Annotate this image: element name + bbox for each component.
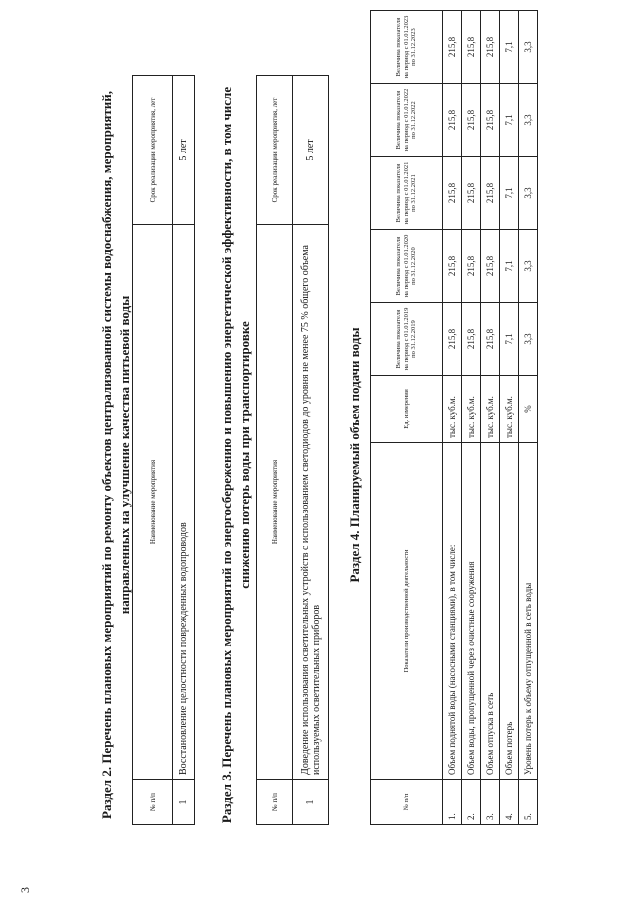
s4-row5-num: 5. (519, 780, 538, 825)
s4-row2-indicator: Объем воды, пропущенной через очистные сооружения (462, 443, 481, 780)
s4-row4-num: 4. (500, 780, 519, 825)
s4-row5-2020: 3,3 (519, 230, 538, 303)
table-row (519, 11, 538, 825)
table-row (481, 11, 500, 825)
s4-row4-2021: 7,1 (500, 157, 519, 230)
s3-row1-num: 1 (293, 780, 329, 825)
s4-row4-indicator: Объем потерь (500, 443, 519, 780)
s4-row3-2021: 215,8 (481, 157, 500, 230)
s2-header-name: Наименование мероприятия (133, 225, 173, 780)
s4-row5-2021: 3,3 (519, 157, 538, 230)
s4-row4-2022: 7,1 (500, 84, 519, 157)
s4-row5-indicator: Уровень потерь к объему отпущенной в сеть воды (519, 443, 538, 780)
s4-row1-2021: 215,8 (443, 157, 462, 230)
s4-row3-2023: 215,8 (481, 11, 500, 84)
table-row (462, 11, 481, 825)
s4-row1-indicator: Объем поднятой воды (насосными станциями), в том числе: (443, 443, 462, 780)
s4-row3-2020: 215,8 (481, 230, 500, 303)
s3-header-term: Срок реализации мероприятия, лет (257, 76, 293, 225)
s4-row3-2022: 215,8 (481, 84, 500, 157)
s4-row4-2023: 7,1 (500, 11, 519, 84)
s4-row1-2019: 215,8 (443, 303, 462, 376)
s2-row1-term: 5 лет (173, 76, 195, 225)
s4-header-2019: Величина показателя на период с 01.01.2019 по 31.12.2019 (371, 303, 443, 376)
s4-row2-2019: 215,8 (462, 303, 481, 376)
s4-row1-2023: 215,8 (443, 11, 462, 84)
s3-row1-name: Доведение использования осветительных устройств с использованием светодиодов до уровня не менее 75 % общего объема используемых осветительных приборов (293, 225, 329, 780)
s4-row1-2022: 215,8 (443, 84, 462, 157)
s4-header-unit: Ед. измерения (371, 376, 443, 443)
page-number: 3 (18, 887, 32, 893)
section2-title: Раздел 2. Перечень плановых мероприятий по ремонту объектов централизованной системы водоснабжения, мероприятий, направленных на улучшение качества питьевой воды (99, 91, 132, 819)
s4-row5-unit: % (519, 376, 538, 443)
s2-row1-num: 1 (173, 780, 195, 825)
s4-row1-num: 1. (443, 780, 462, 825)
s3-header-num: № п/п (257, 780, 293, 825)
s4-row1-2020: 215,8 (443, 230, 462, 303)
s4-header-indicator: Показатели производственной деятельности (371, 443, 443, 780)
s4-row2-2023: 215,8 (462, 11, 481, 84)
section3-title: Раздел 3. Перечень плановых мероприятий по энергосбережению и повышению энергетической эффективности, в том числе снижению потерь воды при транспортировке (219, 86, 252, 824)
s4-row4-unit: тыс. куб.м. (500, 376, 519, 443)
s2-header-term: Срок реализации мероприятия, лет (133, 76, 173, 225)
s4-row4-2019: 7,1 (500, 303, 519, 376)
s3-row1-term: 5 лет (293, 76, 329, 225)
s4-row5-2022: 3,3 (519, 84, 538, 157)
section4-table (370, 10, 538, 825)
table-row (443, 11, 462, 825)
s4-row5-2019: 3,3 (519, 303, 538, 376)
s4-row5-2023: 3,3 (519, 11, 538, 84)
s4-row2-2020: 215,8 (462, 230, 481, 303)
s3-header-name: Наименование мероприятия (257, 225, 293, 780)
s4-row2-2022: 215,8 (462, 84, 481, 157)
s4-header-2022: Величина показателя на период с 01.01.2022 по 31.12.2022 (371, 84, 443, 157)
s4-header-2021: Величина показателя на период с 01.01.2021 по 31.12.2021 (371, 157, 443, 230)
s4-row2-2021: 215,8 (462, 157, 481, 230)
table-row (173, 76, 195, 825)
s4-row2-unit: тыс. куб.м. (462, 376, 481, 443)
section3-table (256, 75, 329, 825)
table-row (293, 76, 329, 825)
s4-row3-num: 3. (481, 780, 500, 825)
s4-header-2020: Величина показателя на период с 01.01.2020 по 31.12.2020 (371, 230, 443, 303)
s4-row3-indicator: Объем отпуска в сеть (481, 443, 500, 780)
s4-row4-2020: 7,1 (500, 230, 519, 303)
s4-row2-num: 2. (462, 780, 481, 825)
s4-row3-unit: тыс. куб.м. (481, 376, 500, 443)
section4-title: Раздел 4. Планируемый объем подачи воды (347, 327, 362, 583)
s4-row3-2019: 215,8 (481, 303, 500, 376)
table-row (500, 11, 519, 825)
s4-header-num: № п/п (371, 780, 443, 825)
s4-row1-unit: тыс. куб.м. (443, 376, 462, 443)
s2-header-num: № п/п (133, 780, 173, 825)
s4-header-2023: Величина показателя на период с 01.01.2023 по 31.12.2023 (371, 11, 443, 84)
section2-table (132, 75, 195, 825)
s2-row1-name: Восстановление целостности поврежденных водопроводов (173, 225, 195, 780)
